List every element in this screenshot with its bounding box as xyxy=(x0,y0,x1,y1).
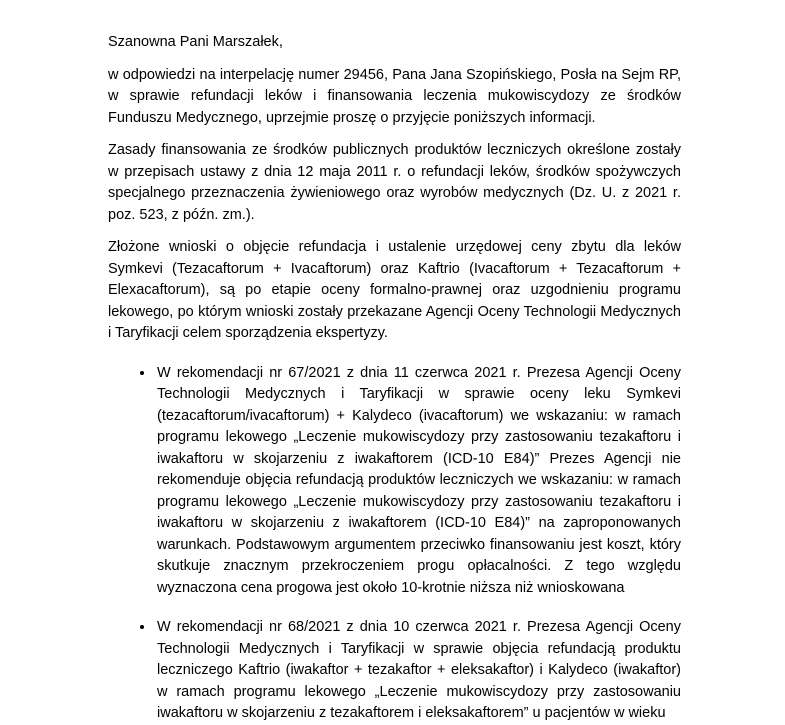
paragraph-response-intro: w odpowiedzi na interpelację numer 29456, Pana Jana Szopińskiego, Posła na Sejm RP, w sprawie refundacji leków i finansowania leczenia mukowiscydozy ze środków Funduszu Medycznego, uprzejmie proszę o przyjęcie poniższych informacji. xyxy=(108,66,681,126)
paragraph-financing-rules: Zasady finansowania ze środków publicznych produktów leczniczych określone zostały w przepisach ustawy z dnia 12 maja 2011 r. o refundacji leków, środków spożywczych specjalnego przeznaczenia żywieniowego oraz wyrobów medycznych (Dz. U. z 2021 r. poz. 523, z późn. zm.). xyxy=(108,142,681,223)
paragraph-submitted-applications: Złożone wnioski o objęcie refundacja i ustalenie urzędowej ceny zbytu dla leków Symkevi (Tezacaftorum + Ivacaftorum) oraz Kaftrio (Ivacaftorum + Tezacaftorum + Elexacaftorum), są po etapie oceny formalno-prawnej oraz uzgodnieniu programu lekowego, po którym wnioski zostały przekazane Agencji Oceny Technologii Medycznych i Taryfikacji celem sporządzenia ekspertyzy. xyxy=(108,239,681,341)
salutation: Szanowna Pani Marszałek, xyxy=(108,34,283,50)
recommendation-item-68-2021: • W rekomendacji nr 68/2021 z dnia 10 czerwca 2021 r. Prezesa Agencji Oceny Technologii Medycznych i Taryfikacji w sprawie objęcia refundacją produktu leczniczego Kaftrio (iwakaftor + tezakaftor + eleksakaftor) i Kalydeco (iwakaftor) w ramach programu lekowego „Leczenie mukowiscydozy przy zastosowaniu iwakaftoru w skojarzeniu z tezakaftorem i eleksakaftorem” u pacjentów w wieku xyxy=(155,617,681,725)
recommendations-list xyxy=(108,363,681,725)
recommendation-item-67-2021: • W rekomendacji nr 67/2021 z dnia 11 czerwca 2021 r. Prezesa Agencji Oceny Technologii Medycznych i Taryfikacji w sprawie oceny leku Symkevi (tezacaftorum/ivacaftorum) + Kalydeco (ivacaftorum) we wskazaniu: w ramach programu lekowego „Leczenie mukowiscydozy przy zastosowaniu tezakaftoru i iwakaftoru w skojarzeniu z iwakaftorem (ICD-10 E84)” Prezes Agencji nie rekomenduje objęcia refundacją produktów leczniczych we wskazaniu: w ramach programu lekowego „Leczenie mukowiscydozy przy zastosowaniu tezakaftoru i iwakaftoru w skojarzeniu z iwakaftorem (ICD-10 E84)” na zaproponowanych warunkach. Podstawowym argumentem przeciwko finansowaniu jest koszt, który skutkuje znacznym przekroczeniem progu opłacalności. Z tego względu wyznaczona cena progowa jest około 10-krotnie niższa niż wnioskowana xyxy=(155,363,681,600)
